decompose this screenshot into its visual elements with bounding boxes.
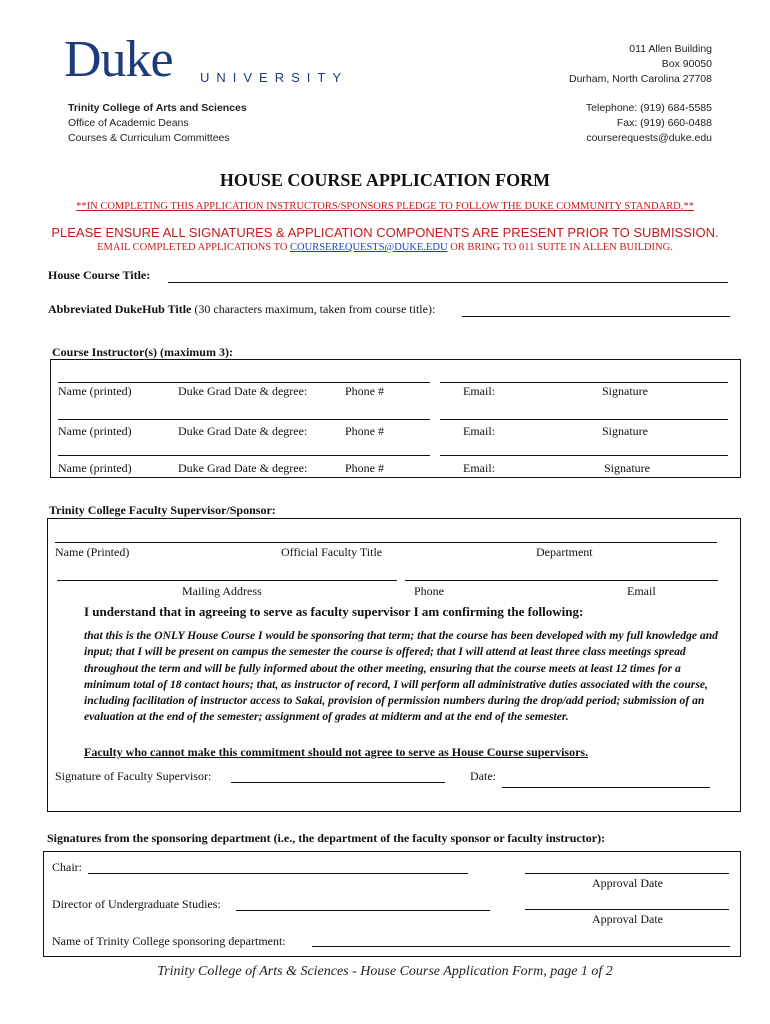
instructor-3-line-left[interactable] xyxy=(58,455,430,456)
address-line: Durham, North Carolina 27708 xyxy=(569,73,712,85)
dept-office: Office of Academic Deans xyxy=(68,117,189,129)
col-grad-date: Duke Grad Date & degree: xyxy=(178,461,308,475)
chair-label: Chair: xyxy=(52,860,82,874)
faculty-date-field[interactable] xyxy=(502,787,710,788)
instructor-2-line-right[interactable] xyxy=(440,419,728,420)
col-email: Email: xyxy=(463,461,495,475)
chair-approval-date-label: Approval Date xyxy=(592,876,663,890)
instructor-2-line-left[interactable] xyxy=(58,419,430,420)
address-line: Box 90050 xyxy=(661,58,712,70)
course-title-field[interactable] xyxy=(168,282,728,283)
instructor-1-line-left[interactable] xyxy=(58,382,430,383)
duke-logo-university: UNIVERSITY xyxy=(200,70,349,85)
address-line: 011 Allen Building xyxy=(629,43,712,55)
instructor-1-line-right[interactable] xyxy=(440,382,728,383)
col-phone: Phone # xyxy=(345,384,384,398)
dukehub-title-field[interactable] xyxy=(462,316,730,317)
sponsor-email-label: Email xyxy=(627,584,656,598)
instructor-3-line-right[interactable] xyxy=(440,455,728,456)
dukehub-label: Abbreviated DukeHub Title xyxy=(48,302,192,316)
sponsor-warning: Faculty who cannot make this commitment should not agree to serve as House Course supervisors. xyxy=(84,745,589,759)
contact-email: courserequests@duke.edu xyxy=(586,132,712,144)
dus-approval-date-field[interactable] xyxy=(525,909,729,910)
department-block xyxy=(68,101,247,146)
faculty-date-label: Date: xyxy=(470,769,496,783)
dus-label: Director of Undergraduate Studies: xyxy=(52,897,221,911)
chair-signature-field[interactable] xyxy=(88,873,468,874)
instructors-heading: Course Instructor(s) (maximum 3): xyxy=(52,345,233,359)
dept-college: Trinity College of Arts and Sciences xyxy=(68,102,247,114)
col-signature: Signature xyxy=(602,424,648,438)
dus-signature-field[interactable] xyxy=(236,910,490,911)
fax: Fax: (919) 660-0488 xyxy=(616,117,712,129)
sponsor-department-label: Department xyxy=(536,545,593,559)
faculty-signature-label: Signature of Faculty Supervisor: xyxy=(55,769,212,783)
col-email: Email: xyxy=(463,424,495,438)
col-signature: Signature xyxy=(602,384,648,398)
course-title-label: House Course Title: xyxy=(48,268,151,282)
col-name: Name (printed) xyxy=(58,424,132,438)
col-phone: Phone # xyxy=(345,424,384,438)
col-grad-date: Duke Grad Date & degree: xyxy=(178,384,308,398)
col-signature: Signature xyxy=(604,461,650,475)
sponsor-name-line[interactable] xyxy=(55,542,717,543)
sponsor-mailing-line[interactable] xyxy=(57,580,397,581)
dus-approval-date-label: Approval Date xyxy=(592,912,663,926)
sponsor-phone-email-line[interactable] xyxy=(405,580,718,581)
col-name: Name (printed) xyxy=(58,461,132,475)
dept-name-label: Name of Trinity College sponsoring department: xyxy=(52,934,286,948)
sponsor-heading: Trinity College Faculty Supervisor/Sponsor: xyxy=(49,503,276,517)
dukehub-label-row xyxy=(48,302,435,317)
col-email: Email: xyxy=(463,384,495,398)
sponsor-name-label: Name (Printed) xyxy=(55,545,130,559)
email-suffix: OR BRING TO 011 SUITE IN ALLEN BUILDING. xyxy=(447,242,673,253)
sponsor-phone-label: Phone xyxy=(414,584,444,598)
col-grad-date: Duke Grad Date & degree: xyxy=(178,424,308,438)
ensure-notice: PLEASE ENSURE ALL SIGNATURES & APPLICATION COMPONENTS ARE PRESENT PRIOR TO SUBMISSION. xyxy=(51,225,719,240)
page-footer: Trinity College of Arts & Sciences - House Course Application Form, page 1 of 2 xyxy=(157,964,613,979)
submission-email-link[interactable]: COURSEREQUESTS@DUKE.EDU xyxy=(290,242,448,253)
dukehub-note: (30 characters maximum, taken from course title): xyxy=(194,302,436,316)
chair-approval-date-field[interactable] xyxy=(525,873,729,874)
sponsor-mailing-label: Mailing Address xyxy=(182,584,262,598)
pledge-notice: **IN COMPLETING THIS APPLICATION INSTRUCTORS/SPONSORS PLEDGE TO FOLLOW THE DUKE COMMUNITY STANDARD.** xyxy=(76,201,694,212)
dept-committee: Courses & Curriculum Committees xyxy=(68,132,230,144)
dept-name-field[interactable] xyxy=(312,946,730,947)
address-block xyxy=(569,42,712,87)
faculty-signature-field[interactable] xyxy=(231,782,445,783)
col-phone: Phone # xyxy=(345,461,384,475)
telephone: Telephone: (919) 684-5585 xyxy=(585,102,712,114)
duke-logo-wordmark: Duke xyxy=(64,31,173,88)
contact-block xyxy=(586,101,712,146)
sponsor-title-label: Official Faculty Title xyxy=(281,545,383,559)
email-notice xyxy=(0,242,770,253)
sponsor-statement: I understand that in agreeing to serve as faculty supervisor I am confirming the following: xyxy=(84,604,584,619)
col-name: Name (printed) xyxy=(58,384,132,398)
form-title: HOUSE COURSE APPLICATION FORM xyxy=(219,170,551,190)
department-heading: Signatures from the sponsoring department (i.e., the department of the faculty sponsor or faculty instructor): xyxy=(47,831,606,845)
email-prefix: EMAIL COMPLETED APPLICATIONS TO xyxy=(97,242,291,253)
sponsor-terms: that this is the ONLY House Course I would be sponsoring that term; that the course has been developed with my full knowledge and input; that I will be present on campus the semester the course is offered; that I will attend at least three class meetings spread throughout the term and will be fully informed about the other meeting, ensuring that the course meets at least 12 times for a minimum total of 18 contact hours; that, as instructor of record, I will perform all administrative duties associated with the course, including facilitation of instructor access to Sakai, provision of permission numbers during the drop/add period; submission of an evaluation at the end of the semester; assignment of grades at midterm and at the end of the semester. xyxy=(84,629,718,724)
